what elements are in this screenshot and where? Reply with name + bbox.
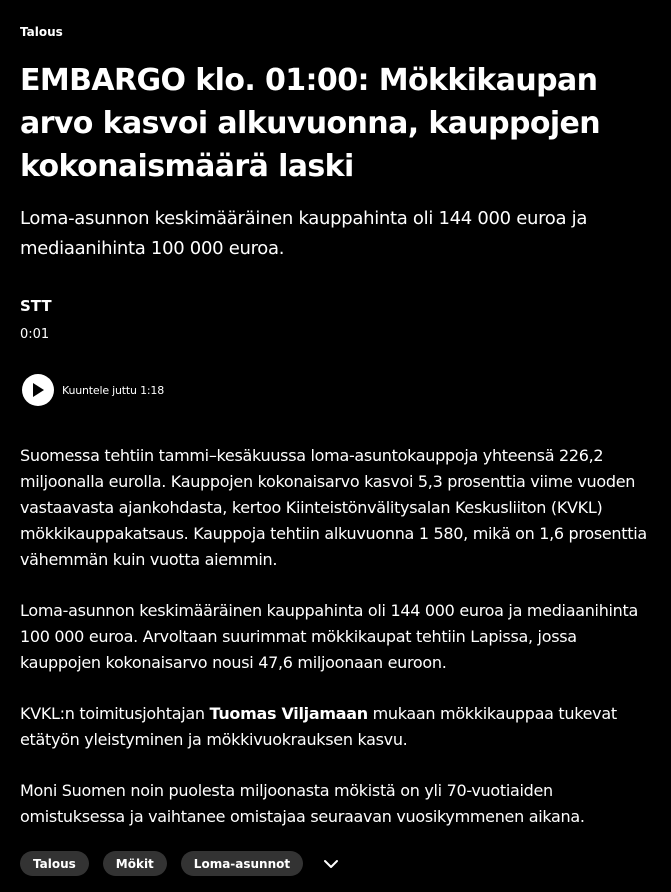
tag-loma-asunnot[interactable]: Loma-asunnot	[181, 851, 303, 876]
listen-button[interactable]	[22, 374, 164, 406]
play-icon[interactable]	[22, 374, 54, 406]
section-label[interactable]: Talous	[20, 25, 63, 39]
paragraph-text: KVKL:n toimitusjohtajan	[20, 704, 210, 723]
headline: EMBARGO klo. 01:00: Mökkikaupan arvo kasvoi alkuvuonna, kauppojen kokonaismäärä laski	[20, 63, 601, 184]
lead-paragraph: Loma-asunnon keskimääräinen kauppahinta oli 144 000 euroa ja mediaanihinta 100 000 euroa.	[20, 208, 588, 259]
chevron-down-icon[interactable]	[321, 854, 341, 874]
body-paragraph: Moni Suomen noin puolesta miljoonasta mökistä on yli 70-vuotiaiden omistuksessa ja vaihtanee omistajaa seuraavan vuosikymmenen aikana.	[20, 781, 585, 826]
tag-mokit[interactable]: Mökit	[103, 851, 167, 876]
tag-list	[20, 851, 341, 876]
listen-label: Kuuntele juttu 1:18	[62, 383, 165, 397]
body-paragraph	[20, 701, 660, 753]
article-body	[20, 443, 660, 855]
body-paragraph: Loma-asunnon keskimääräinen kauppahinta oli 144 000 euroa ja mediaanihinta 100 000 euroa. Arvoltaan suurimmat mökkikaupat tehtiin Lapissa, jossa kauppojen kokonaisarvo nousi 47,6 miljoonaan euroon.	[20, 601, 638, 672]
body-paragraph: Suomessa tehtiin tammi–kesäkuussa loma-asuntokauppoja yhteensä 226,2 miljoonalla eurolla. Kauppojen kokonaisarvo kasvoi 5,3 prosenttia viime vuoden vastaavasta ajankohdasta, kertoo Kiinteistönvälitysalan Keskusliiton (KVKL) mökkikauppakatsaus. Kauppoja tehtiin alkuvuonna 1 580, mikä on 1,6 prosenttia vähemmän kuin vuotta aiemmin.	[20, 446, 647, 569]
publish-time: 0:01	[20, 327, 50, 342]
paragraph-text: mukaan mökkikauppaa tukevat etätyön yleistyminen ja mökkivuokrauksen kasvu.	[20, 704, 617, 749]
author[interactable]: STT	[20, 297, 52, 315]
person-name: Tuomas Viljamaan	[209, 704, 368, 723]
tag-talous[interactable]: Talous	[20, 851, 89, 876]
